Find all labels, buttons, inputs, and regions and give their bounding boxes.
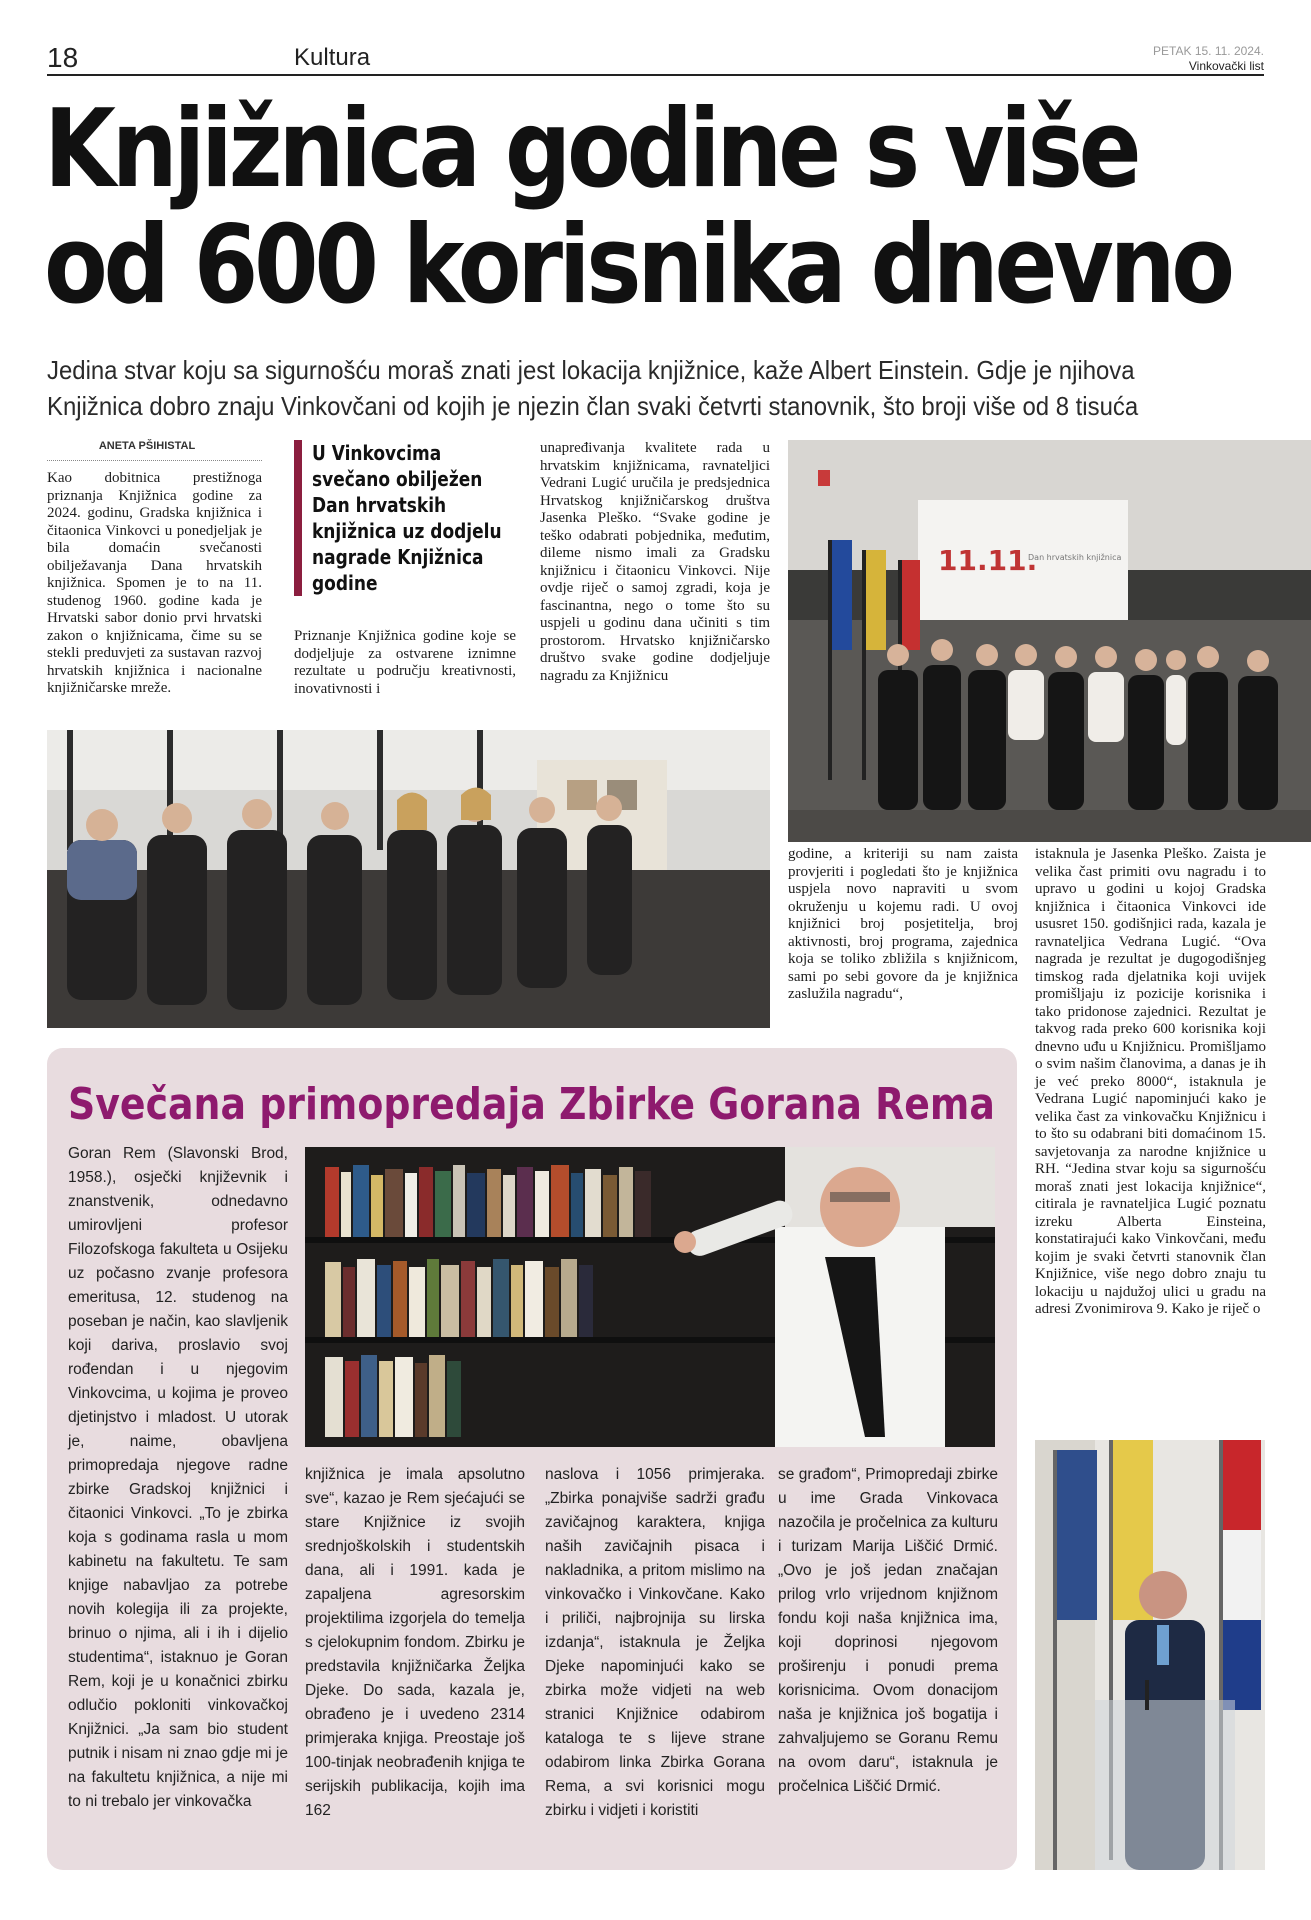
article-column-1: Kao dobitnica prestižnoga priznanja Knjižnica godine za 2024. godinu, Gradska knjižnica i čitaonica Vinkovci u ponedjeljak je bila domaćin svečanosti obilježavanja Dana hrvatskih knjižnica. Spomen je to na 11. studenog 1960. godine kada je Hrvatski sabor donio prvi hrvatski zakon o knjižnicama, čime su se stekli preduvjeti za sustavan razvoj hrvatskih knjižnica i nacionalne knjižničarske mreže. [47,470,262,696]
article-column-3: unapređivanja kvalitete rada u hrvatskim knjižnicama, ravnateljici Vedrani Lugić uručila je predsjednica Hrvatskog knjižničarskog društva Jasenka Pleško. “Svake godine je teško odabrati pobjednika, međutim, dileme nismo imali za Gradsku knjižnicu i čitaonicu Vinkovci. Nije ovdje riječ o samoj zgradi, koja je fascinantna, nego o tome što su uspjeli u godinu dana učiniti s tim prostorom. Hrvatsko knjižničarsko društvo svake godine dodjeljuje nagradu za Knjižnicu [540,440,770,684]
article-column-5: istaknula je Jasenka Pleško. Zaista je velika čast primiti ovu nagradu i to upravo u godini u kojoj Gradska knjižnica i čitaonica Vinkovci ide ususret 150. godišnjici rada, kazala je ravnateljica Vedrana Lugić. “Ova nagrada je rezultat je dugogodišnjeg timskog rada djelatnika koji uvijek promišljaju iz pozicije korisnika i tako pridonose zajednici. Rezultat je takvog rada preko 600 korisnika koji dnevno uđu u Knjižnicu. Promišljamo o svim našim članovima, a danas je ih je već preko 8000“, istaknula je Vedrana Lugić napominjući kako je velika čast za vinkovačku Knjižnicu i to što su odabrani biti domaćinom 15. savjetovanja za narodne knjižnice u RH. “Jedina stvar koju sa sigurnošću moraš znati jest lokacija knjižnice“, citirala je ravnateljica Lugić poznatu izreku Alberta Einsteina, konstatirajući kako Vinkovčani, među kojim je svaki četvrti stanovnik član Knjižnice, više nego dobro znaju tu lokaciju u najdužoj ulici u gradu na adresi Zvonimirova 9. Kako je riječ o [1035,846,1266,1317]
photo-speaker [1035,1440,1265,1870]
article-column-2: Priznanje Knjižnica godine koje se dodjeljuje za ostvarene iznimne rezultate u području kreativnosti, inovativnosti i [294,628,516,697]
issue-date: PETAK 15. 11. 2024. [1153,44,1264,58]
headline-line-1: Knjižnica godine s više [44,87,1138,212]
header-rule [47,74,1264,76]
pull-quote-text: U Vinkovcima svečano obilježen Dan hrvatskih knjižnica uz dodjelu nagrade Knjižnica godine [312,441,502,595]
screen-subtitle: Dan hrvatskih knjižnica [1028,553,1122,562]
paper-name: Vinkovački list [1188,59,1264,73]
byline-rule [47,460,262,461]
page-number: 18 [47,42,79,73]
dateline [1153,44,1264,74]
pull-quote [294,440,534,596]
article-column-4: godine, a kriteriji su nam zaista provjeriti i pogledati što je knjižnica uspjela novo napraviti u svom okruženju u kojemu radi. U ovoj knjižnici broj posjetitelja, broj aktivnosti, broj programa, zajednica koja se toliko zbližila s knjižnicom, sami po sebi govore da je knjižnica zaslužila nagradu“, [788,846,1018,1002]
deck [47,352,1169,424]
box-column-4: se građom“, Primopredaji zbirke u ime Grada Vinkovaca nazočila je pročelnica za kulturu i turizam Marija Liščić Drmić. „Ovo je još jedan značajan prilog vrlo vrijednom knjižnom fondu koji naša knjižnica ima, koji doprinosi njegovom proširenju i ponudi prema korisnicima. Ovom donacijom naša je knjižnica još bogatija i zahvaljujemo se Goranu Remu na ovom daru“, istaknula je pročelnica Liščić Drmić. [778,1466,998,1795]
photo-award-group [788,440,1311,842]
box-title: Svečana primopredaja Zbirke Gorana Rema [68,1079,995,1130]
box-column-3: naslova i 1056 primjeraka. „Zbirka ponajviše sadrži građu zavičajnog karaktera, knjiga naših zavičajnih pisaca i nakladnika, a pritom mislimo na vinkovačko i Vinkovčane. Kako i priliči, najbrojnija su lirska izdanja“, istaknula je Željka Djeke napominjući kako se zbirka može vidjeti na web stranici Knjižnice odabirom kataloga te s lijeve strane odabirom linka Zbirka Gorana Rema, a svi korisnici mogu zbirku i vidjeti i koristiti [545,1466,765,1819]
deck-line-2: Knjižnica dobro znaju Vinkovčani od kojih je njezin član svaki četvrti stanovnik, što broji više od 8 tisuća [47,391,1139,421]
deck-line-1: Jedina stvar koju sa sigurnošću moraš znati jest lokacija knjižnice, kaže Albert Einstein. Gdje je njihova [47,355,1135,385]
box-column-1: Goran Rem (Slavonski Brod, 1958.), osječki književnik i znanstvenik, odnedavno umirovljeni profesor Filozofskoga fakulteta u Osijeku uz počasno zvanje profesora emeritusa, 12. studenog na poseban je način, kao slavljenik koji dariva, proslavio svoj rođendan i u njegovim Vinkovcima, u kojima je proveo djetinjstvo i mladost. U utorak je, naime, obavljena primopredaja njegove radne zbirke Gradskoj knjižnici i čitaonici Vinkovci. „To je zbirka koja s godinama rasla u mom kabinetu na fakultetu. Te sam knjige nabavljao za potrebe novih kolegija ili za projekte, brinuo o njima, ali i ih i dijelio studentima“, istaknuo je Goran Rem, koji je u konačnici zbirku odlučio pokloniti vinkovačkoj Knjižnici. „Ja sam bio student putnik i nisam ni znao gdje mi je na fakultetu knjižnica, a nije mi to ni trebalo jer vinkovačka [68,1145,288,1810]
section-label: Kultura [294,44,371,71]
box-column-2: knjižnica je imala apsolutno sve“, kazao je Rem sjećajući se stare Knjižnice iz svojih srednjoškolskih i studentskih dana, ali i 1991. kada je zapaljena agresorskim projektilima izgorjela do temelja s cjelokupnim fondom. Zbirku je predstavila knjižničarka Željka Djeke. Do sada, kazala je, obrađeno je i uvedeno 2314 primjeraka knjiga. Preostaje još 100-tinjak neobrađenih knjiga te serijskih publikacija, kojih ima 162 [305,1466,525,1819]
screen-title: 11.11. [938,544,1038,577]
photo-audience [47,730,770,1028]
headline-line-2: od 600 korisnika dnevno [44,203,1231,328]
photo-bookshelf [305,1147,995,1447]
headline [44,87,1231,328]
byline: ANETA PŠIHISTAL [98,440,196,452]
